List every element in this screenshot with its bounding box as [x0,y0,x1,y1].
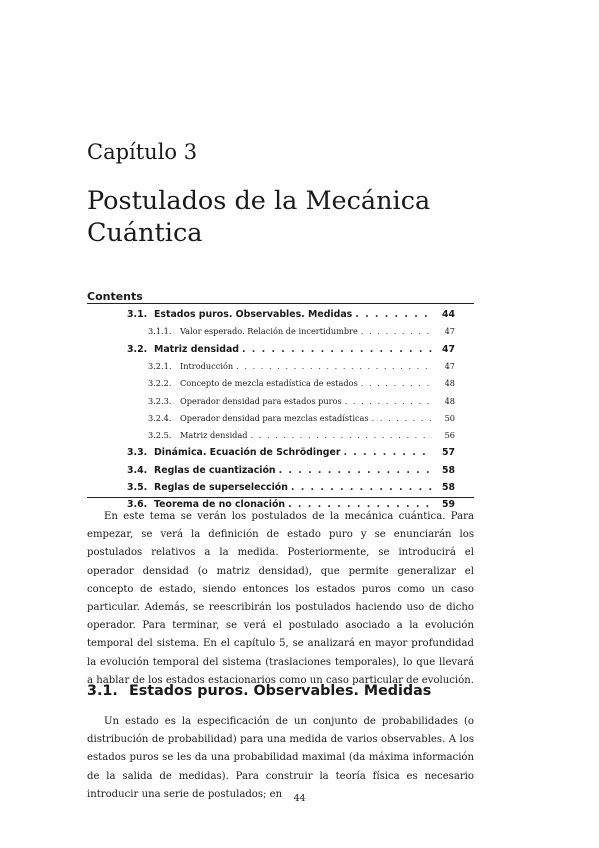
toc-entry-title: Matriz densidad [154,343,239,355]
toc-entry-title: Reglas de cuantización [154,464,276,476]
toc-subsection-entry[interactable] [148,326,455,336]
toc-entry-page: 50 [444,412,455,423]
toc-subsection-entry[interactable] [148,430,455,440]
toc-heading: Contents [87,290,143,303]
toc-entry-page: 48 [444,395,455,406]
toc-dot-leader [251,430,432,440]
toc-entry-number: 3.2.2. [148,378,172,389]
toc-entry-number: 3.5. [127,482,148,493]
toc-entry-page: 58 [441,464,455,476]
toc-subsection-entry[interactable] [148,413,455,423]
toc-top-rule [87,303,474,304]
toc-dot-leader [242,344,432,355]
toc-section-entry[interactable] [127,344,455,355]
toc-section-entry[interactable] [127,465,455,476]
chapter-label: Capítulo 3 [87,140,198,164]
toc-entry-number: 3.3. [127,447,148,459]
toc-entry-title: Operador densidad para estados puros [180,395,342,406]
toc-entry-number: 3.1. [127,309,148,320]
toc-subsection-entry[interactable] [148,361,455,371]
intro-paragraph: En este tema se verán los postulados de la mecánica cuántica. Para empezar, se verá la definición de estado puro y se enunciarán los postulados relativos a la medida. Posteriormente, se introducirá el operador densidad (o matriz densidad), que permite generalizar el concepto de estado, siendo entonces los estados puros como un caso particular. Además, se reescribirán los postulados haciendo uso de dicho operador. Para terminar, se verá el postulado asociado a la evolución temporal del sistema. En el capítulo 5, se analizará en mayor profundidad la evolución temporal del sistema (traslaciones temporales), lo que llevará a hablar de los estados estacionarios como un caso particular de evolución. [87,511,474,686]
toc-entry-title: Concepto de mezcla estadística de estados [180,378,358,389]
toc-entry-page: 59 [441,499,455,511]
toc-dot-leader [372,413,432,423]
toc-entry-page: 47 [441,343,455,355]
toc-dot-leader [361,326,432,336]
toc-entry-number: 3.2.5. [148,430,172,441]
toc-entry-title: Operador densidad para mezclas estadísticas [180,412,369,423]
toc-section-entry[interactable] [127,447,455,458]
toc-entry-title: Reglas de superselección [154,482,288,493]
toc-entry-number: 3.2. [127,343,148,355]
toc-entry-page: 47 [444,326,455,337]
toc-entry-title: Valor esperado. Relación de incertidumbre [180,326,358,337]
toc-entry-number: 3.2.3. [148,395,172,406]
toc-dot-leader [279,465,432,476]
toc-entry-page: 58 [441,482,455,493]
section-heading [87,683,431,699]
toc-entry-title: Teorema de no clonación [154,499,286,511]
section-paragraph: Un estado es la especificación de un conjunto de probabilidades (o distribución de probabilidad) para una medida de varios observables. A los estados puros se les da una probabilidad maximal (da máxima información de la salida de medidas). Para construir la teoría física es necesario introducir una serie de postulados; en [87,716,474,800]
page-number: 44 [293,793,306,804]
toc-dot-leader [343,447,432,458]
toc-entry-title: Introducción [180,360,234,371]
toc-dot-leader [345,396,432,406]
toc-entry-page: 48 [444,378,455,389]
toc-entry-number: 3.2.1. [148,360,172,371]
toc-entry-number: 3.6. [127,499,148,511]
toc-entry-number: 3.1.1. [148,326,172,337]
toc-entry-page: 57 [441,447,455,459]
section-number: 3.1. [87,683,118,699]
toc-entry-number: 3.2.4. [148,412,172,423]
toc-entry-number: 3.4. [127,464,148,476]
toc-entry-page: 47 [444,360,455,371]
toc-entry-title: Estados puros. Observables. Medidas [154,309,353,320]
chapter-title: Postulados de la Mecánica Cuántica [87,186,431,248]
toc-entry-title: Dinámica. Ecuación de Schrödinger [154,447,341,459]
toc-entry-page: 56 [444,430,455,441]
section-title: Estados puros. Observables. Medidas [129,683,432,699]
toc-bottom-rule [87,497,474,498]
toc-dot-leader [361,378,432,388]
toc-subsection-entry[interactable] [148,378,455,388]
toc-subsection-entry[interactable] [148,396,455,406]
toc-section-entry[interactable] [127,309,455,320]
toc-dot-leader [291,482,432,493]
toc-section-entry[interactable] [127,482,455,493]
toc-entry-title: Matriz densidad [180,430,248,441]
toc-dot-leader [236,361,432,371]
toc-dot-leader [355,309,432,320]
toc-entry-page: 44 [441,309,455,320]
